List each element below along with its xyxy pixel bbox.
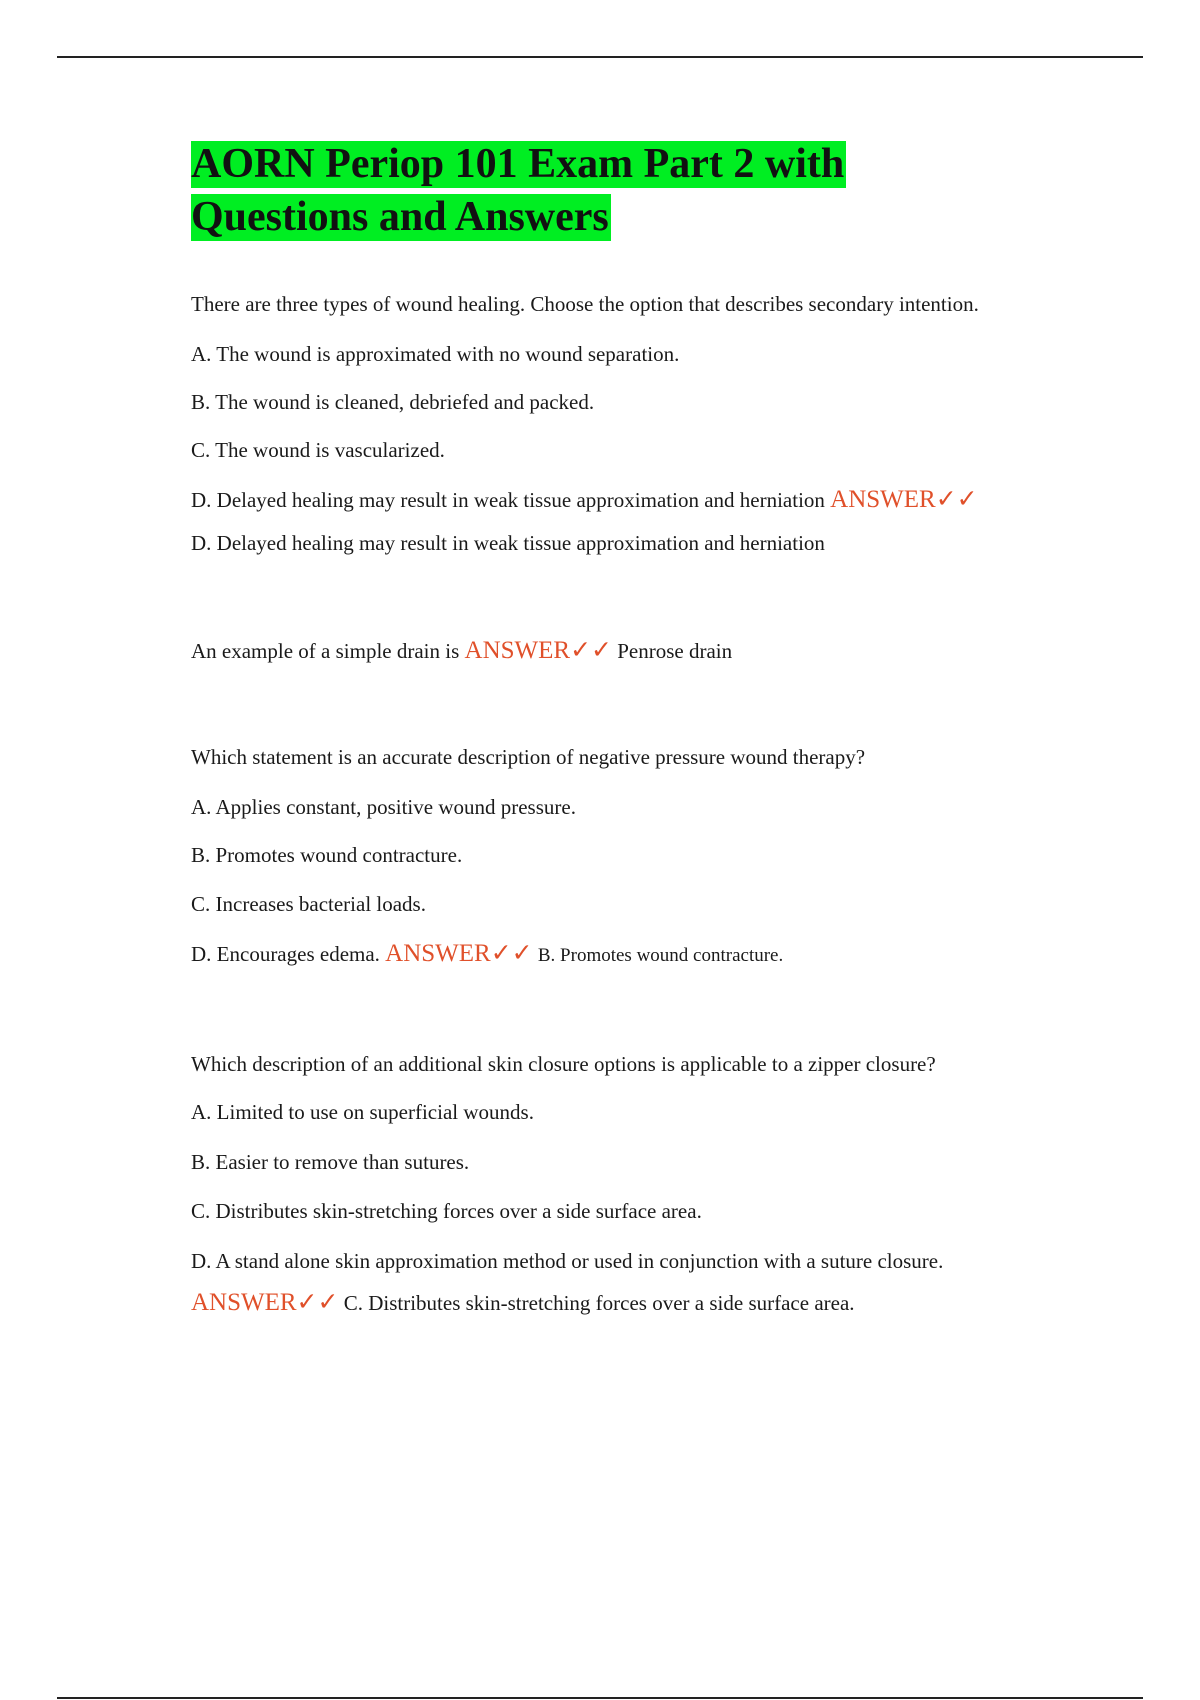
option-b: B. The wound is cleaned, debriefed and packed.: [191, 390, 595, 414]
option-c: C. Distributes skin-stretching forces over a side surface area.: [191, 1199, 702, 1223]
question-3: [191, 743, 1091, 970]
option-c: C. The wound is vascularized.: [191, 438, 445, 462]
title-line-2: Questions and Answers: [191, 194, 609, 240]
option-d-text: D. Delayed healing may result in weak tissue approximation and herniation: [191, 488, 825, 512]
answer-marker: ANSWER✓✓: [385, 940, 533, 967]
answer-line: [191, 1289, 1091, 1317]
question-stem-with-answer: [191, 637, 1091, 665]
document-body: [191, 138, 1091, 1317]
option-d-text: D. Encourages edema.: [191, 942, 380, 966]
answer-text: C. Distributes skin-stretching forces over a side surface area.: [343, 1291, 855, 1315]
title-line-1: AORN Periop 101 Exam Part 2 with: [191, 141, 845, 187]
question-stem: An example of a simple drain is: [191, 639, 460, 663]
answer-marker: ANSWER✓✓: [464, 637, 612, 664]
option-d: D. A stand alone skin approximation method or used in conjunction with a suture closure.: [191, 1249, 944, 1273]
question-stem: Which statement is an accurate description of negative pressure wound therapy?: [191, 745, 866, 769]
answer-marker: ANSWER✓✓: [830, 486, 978, 513]
answer-text: D. Delayed healing may result in weak tissue approximation and herniation: [191, 531, 825, 555]
option-b: B. Easier to remove than sutures.: [191, 1150, 470, 1174]
option-a: A. Applies constant, positive wound pressure.: [191, 795, 576, 819]
footer-rule: [57, 1697, 1143, 1699]
option-c: C. Increases bacterial loads.: [191, 892, 426, 916]
header-rule: [57, 56, 1143, 58]
question-4: [191, 1050, 1091, 1317]
answer-text: Penrose drain: [617, 639, 733, 663]
answer-marker: ANSWER✓✓: [191, 1289, 339, 1316]
document-title: [191, 138, 1091, 244]
option-d-with-answer: [191, 940, 1091, 970]
question-stem: There are three types of wound healing. Choose the option that describes secondary intention.: [191, 292, 979, 316]
question-2: [191, 637, 1091, 665]
answer-text: B. Promotes wound contracture.: [537, 945, 784, 966]
question-stem: Which description of an additional skin closure options is applicable to a zipper closure?: [191, 1052, 936, 1076]
option-d: [191, 486, 1091, 514]
option-a: A. Limited to use on superficial wounds.: [191, 1100, 534, 1124]
question-1: [191, 290, 1091, 557]
option-b: B. Promotes wound contracture.: [191, 843, 463, 867]
option-a: A. The wound is approximated with no wound separation.: [191, 342, 680, 366]
